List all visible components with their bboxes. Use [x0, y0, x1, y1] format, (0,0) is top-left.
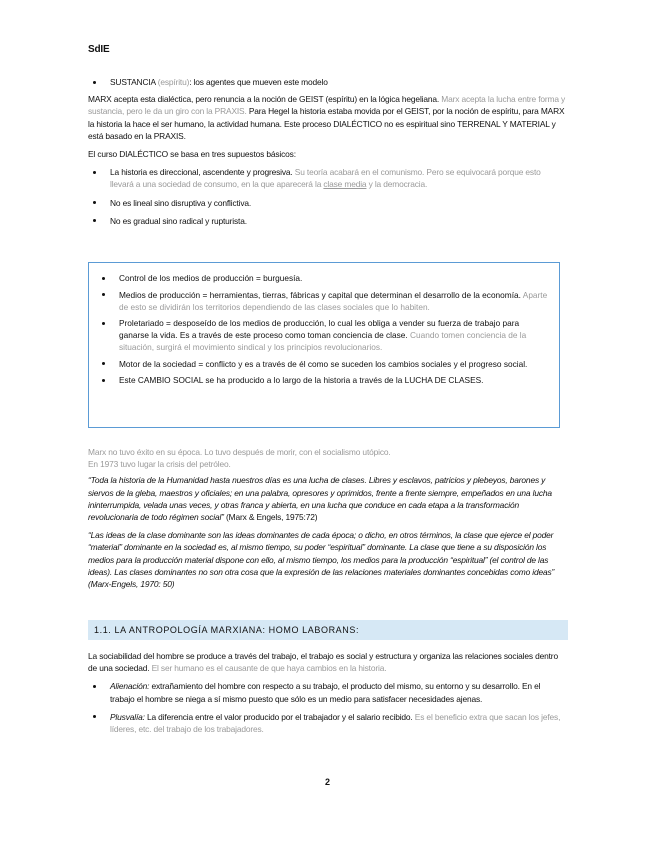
list-item: No es gradual sino radical y rupturista. [88, 215, 566, 227]
list-item: La historia es direccional, ascendente y progresiva. Su teoría acabará en el comunismo. Pero se equivocará porque esto llevará a una sociedad de consumo, en la que aparecerá la clase media y la democracia. [88, 166, 566, 190]
list-item-plusvalia: Plusvalía: La diferencia entre el valor producido por el trabajador y el salario recibido. Es el beneficio extra que sacan los jefes, líderes, etc. del trabajo de los trabajadores. [88, 711, 566, 735]
box-item: Motor de la sociedad = conflicto y es a través de él como se suceden los cambios sociales y el progreso social. [93, 358, 551, 370]
note-line: En 1973 tuvo lugar la crisis del petróleo. [88, 459, 231, 470]
box-item: Medios de producción = herramientas, tierras, fábricas y capital que determinan el desarrollo de la economía. Aparte de esto se dividirán los territorios dependiendo de las clases sociales que lo habiten. [93, 289, 551, 313]
top-section [88, 76, 566, 227]
box-item: Control de los medios de producción = burguesía. [93, 272, 551, 284]
section-title: 1.1. LA ANTROPOLOGÍA MARXIANA: HOMO LABORANS: [94, 625, 360, 635]
paragraph-curso-dialectico: El curso DIALÉCTICO se basa en tres supuestos básicos: [88, 149, 296, 160]
bottom-section [88, 650, 566, 735]
quote-marx-engels-1970: “Las ideas de la clase dominante son las ideas dominantes de cada época; o dicho, en otros términos, la clase que ejerce el poder “material” dominante en la sociedad es, al mismo tiempo, su poder “espiritual” dominante. La clase que tiene a su disposición los medios para la producción material dispone con ello, al mismo tiempo, los medios para la producción “espiritual” (el control de las ideas). Las clases dominantes no son otra cosa que la expresión de las relaciones materiales dominantes concebidas como ideas” (Marx-Engels, 1970: 50) [88, 530, 555, 590]
page-header: SdIE [88, 44, 110, 55]
note-line: Marx no tuvo éxito en su época. Lo tuvo después de morir, con el socialismo utópico. [88, 447, 391, 457]
summary-box [88, 262, 560, 428]
paragraph-marx-dialectica: MARX acepta esta dialéctica, pero renuncia a la noción de GEIST (espíritu) en la lógica hegeliana. Marx acepta la lucha entre forma y sustancia, pero le da un giro con la PRAXIS. Para Hegel la historia estaba movida por el GEIST, por la noción de espíritu, para MARX la historia la hace el ser humano, la actividad humana. Este proceso DIALÉCTICO no es espiritual sino TERRENAL Y MATERIAL y está basado en la PRAXIS. [88, 94, 566, 141]
box-item: Proletariado = desposeído de los medios de producción, lo cual les obliga a vender su fuerza de trabajo para ganarse la vida. Es a través de este proceso como toman conciencia de clase. Cuando tomen conciencia de la situación, surgirá el movimiento sindical y los principios revolucionarios. [93, 317, 551, 353]
middle-section [88, 446, 566, 590]
list-item-alienacion: Alienación: extrañamiento del hombre con respecto a su trabajo, el producto del mismo, su entorno y su desarrollo. En el trabajo el hombre se niega a sí mismo puesto que sólo es un medio para satisfacer necesidades ajenas. [88, 680, 566, 704]
quote-marx-engels-1975: “Toda la historia de la Humanidad hasta nuestros días es una lucha de clases. Libres y esclavos, patricios y plebeyos, barones y siervos de la gleba, maestros y oficiales; en una palabra, opresores y oprimidos, frente a frente siempre, empeñados en una lucha ininterrumpida, velada unas veces, y otras franca y abierta, en una lucha que conduce en cada etapa a la transformación revolucionaria de todo régimen social” (Marx & Engels, 1975:72) [88, 475, 552, 523]
paragraph-sociabilidad: La sociabilidad del hombre se produce a través del trabajo, el trabajo es social y estructura y organiza las relaciones sociales dentro de una sociedad. El ser humano es el causante de que haya cambios en la historia. [88, 651, 558, 674]
list-item: No es lineal sino disruptiva y conflictiva. [88, 197, 566, 209]
list-item-sustancia: SUSTANCIA (espíritu): los agentes que mueven este modelo [88, 76, 566, 88]
section-heading-bar [88, 620, 568, 640]
box-item: Este CAMBIO SOCIAL se ha producido a lo largo de la historia a través de la LUCHA DE CLASES. [93, 374, 551, 386]
page-number: 2 [324, 777, 330, 787]
